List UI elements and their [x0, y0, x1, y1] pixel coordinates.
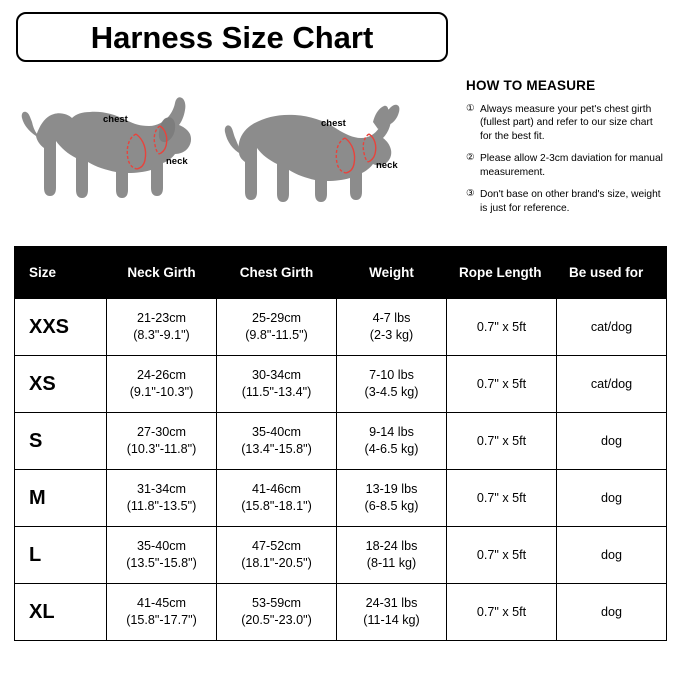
how-to-measure-section — [466, 78, 666, 224]
weight-lbs: 24-31 lbs — [365, 596, 418, 610]
cell-be-used-for: dog — [557, 413, 667, 470]
weight-lbs: 4-7 lbs — [372, 311, 411, 325]
weight-lbs: 13-19 lbs — [365, 482, 418, 496]
cell-rope-length: 0.7" x 5ft — [447, 356, 557, 413]
cell-be-used-for: cat/dog — [557, 299, 667, 356]
chest-girth-cm: 35-40cm — [252, 425, 301, 439]
cell-chest-girth — [217, 356, 337, 413]
chest-girth-in: (18.1"-20.5") — [241, 556, 312, 570]
weight-lbs: 9-14 lbs — [369, 425, 414, 439]
cell-weight — [337, 470, 447, 527]
cell-size: XXS — [15, 299, 107, 356]
neck-girth-in: (9.1"-10.3") — [129, 385, 194, 399]
dog-chest-label: chest — [103, 114, 128, 125]
cell-size: S — [15, 413, 107, 470]
cell-chest-girth — [217, 470, 337, 527]
step-text: Don't base on other brand's size, weight is just for reference. — [480, 189, 661, 214]
cell-be-used-for: dog — [557, 584, 667, 641]
how-to-measure-list — [466, 103, 666, 215]
pet-illustrations — [16, 88, 436, 228]
cell-neck-girth — [107, 299, 217, 356]
weight-kg: (6-8.5 kg) — [364, 499, 419, 513]
chest-girth-cm: 41-46cm — [252, 482, 301, 496]
chest-girth-in: (9.8"-11.5") — [245, 328, 308, 342]
cat-chest-label: chest — [321, 118, 346, 129]
cell-neck-girth — [107, 470, 217, 527]
table-row — [15, 356, 667, 413]
weight-kg: (4-6.5 kg) — [364, 442, 419, 456]
cell-rope-length: 0.7" x 5ft — [447, 584, 557, 641]
weight-kg: (3-4.5 kg) — [364, 385, 419, 399]
size-table — [14, 246, 667, 641]
cell-neck-girth — [107, 413, 217, 470]
step-number-icon: ① — [466, 103, 475, 114]
chest-girth-cm: 53-59cm — [252, 596, 301, 610]
neck-girth-cm: 31-34cm — [137, 482, 186, 496]
how-to-measure-heading: HOW TO MEASURE — [466, 78, 596, 93]
column-header-be-used-for: Be used for — [557, 247, 667, 299]
table-row — [15, 470, 667, 527]
chest-girth-in: (15.8"-18.1") — [241, 499, 312, 513]
table-header-row — [15, 247, 667, 299]
cell-chest-girth — [217, 413, 337, 470]
cell-size: M — [15, 470, 107, 527]
cell-rope-length: 0.7" x 5ft — [447, 413, 557, 470]
step-text: Please allow 2-3cm daviation for manual measurement. — [480, 153, 663, 178]
page-title: Harness Size Chart — [90, 19, 374, 55]
table-row — [15, 299, 667, 356]
how-to-measure-item — [466, 152, 666, 179]
cell-weight — [337, 299, 447, 356]
column-header-size: Size — [15, 247, 107, 299]
chest-girth-cm: 25-29cm — [252, 311, 301, 325]
weight-lbs: 7-10 lbs — [369, 368, 414, 382]
cell-weight — [337, 527, 447, 584]
cell-weight — [337, 584, 447, 641]
table-row — [15, 527, 667, 584]
column-header-weight: Weight — [337, 247, 447, 299]
neck-girth-cm: 21-23cm — [137, 311, 186, 325]
column-header-chest-girth: Chest Girth — [217, 247, 337, 299]
weight-kg: (8-11 kg) — [366, 556, 417, 570]
cell-rope-length: 0.7" x 5ft — [447, 470, 557, 527]
weight-kg: (2-3 kg) — [369, 328, 414, 342]
cell-chest-girth — [217, 584, 337, 641]
dog-silhouette — [22, 97, 191, 198]
chest-girth-in: (20.5"-23.0") — [241, 613, 312, 627]
page-title-box — [16, 12, 448, 62]
cell-weight — [337, 413, 447, 470]
cell-size: XL — [15, 584, 107, 641]
neck-girth-cm: 27-30cm — [137, 425, 186, 439]
cat-silhouette — [225, 105, 400, 202]
size-table-header — [15, 247, 667, 299]
weight-kg: (11-14 kg) — [363, 613, 420, 627]
chest-girth-in: (13.4"-15.8") — [241, 442, 312, 456]
cell-rope-length: 0.7" x 5ft — [447, 299, 557, 356]
cell-neck-girth — [107, 527, 217, 584]
dog-neck-label: neck — [166, 156, 188, 167]
cell-size: L — [15, 527, 107, 584]
neck-girth-in: (15.8"-17.7") — [126, 613, 197, 627]
neck-girth-in: (10.3"-11.8") — [126, 442, 197, 456]
cell-size: XS — [15, 356, 107, 413]
cell-rope-length: 0.7" x 5ft — [447, 527, 557, 584]
weight-lbs: 18-24 lbs — [365, 539, 418, 553]
cell-chest-girth — [217, 299, 337, 356]
neck-girth-cm: 24-26cm — [137, 368, 186, 382]
neck-girth-in: (8.3"-9.1") — [133, 328, 190, 342]
cell-neck-girth — [107, 356, 217, 413]
neck-girth-in: (11.8"-13.5") — [126, 499, 197, 513]
cell-be-used-for: dog — [557, 527, 667, 584]
how-to-measure-item — [466, 103, 666, 143]
neck-girth-cm: 41-45cm — [137, 596, 186, 610]
cat-neck-label: neck — [376, 160, 398, 171]
chest-girth-in: (11.5"-13.4") — [241, 385, 312, 399]
table-row — [15, 413, 667, 470]
cell-neck-girth — [107, 584, 217, 641]
column-header-rope-length: Rope Length — [447, 247, 557, 299]
how-to-measure-item — [466, 188, 666, 215]
step-number-icon: ③ — [466, 188, 475, 200]
table-row — [15, 584, 667, 641]
neck-girth-in: (13.5"-15.8") — [126, 556, 197, 570]
cell-be-used-for: dog — [557, 470, 667, 527]
step-text: Always measure your pet's chest girth (fullest part) and refer to our size chart for the best fit. — [480, 104, 653, 142]
cell-be-used-for: cat/dog — [557, 356, 667, 413]
chest-girth-cm: 47-52cm — [252, 539, 301, 553]
neck-girth-cm: 35-40cm — [137, 539, 186, 553]
cell-chest-girth — [217, 527, 337, 584]
step-number-icon: ② — [466, 152, 475, 164]
column-header-neck-girth: Neck Girth — [107, 247, 217, 299]
cell-weight — [337, 356, 447, 413]
size-table-body — [15, 299, 667, 641]
chest-girth-cm: 30-34cm — [252, 368, 301, 382]
